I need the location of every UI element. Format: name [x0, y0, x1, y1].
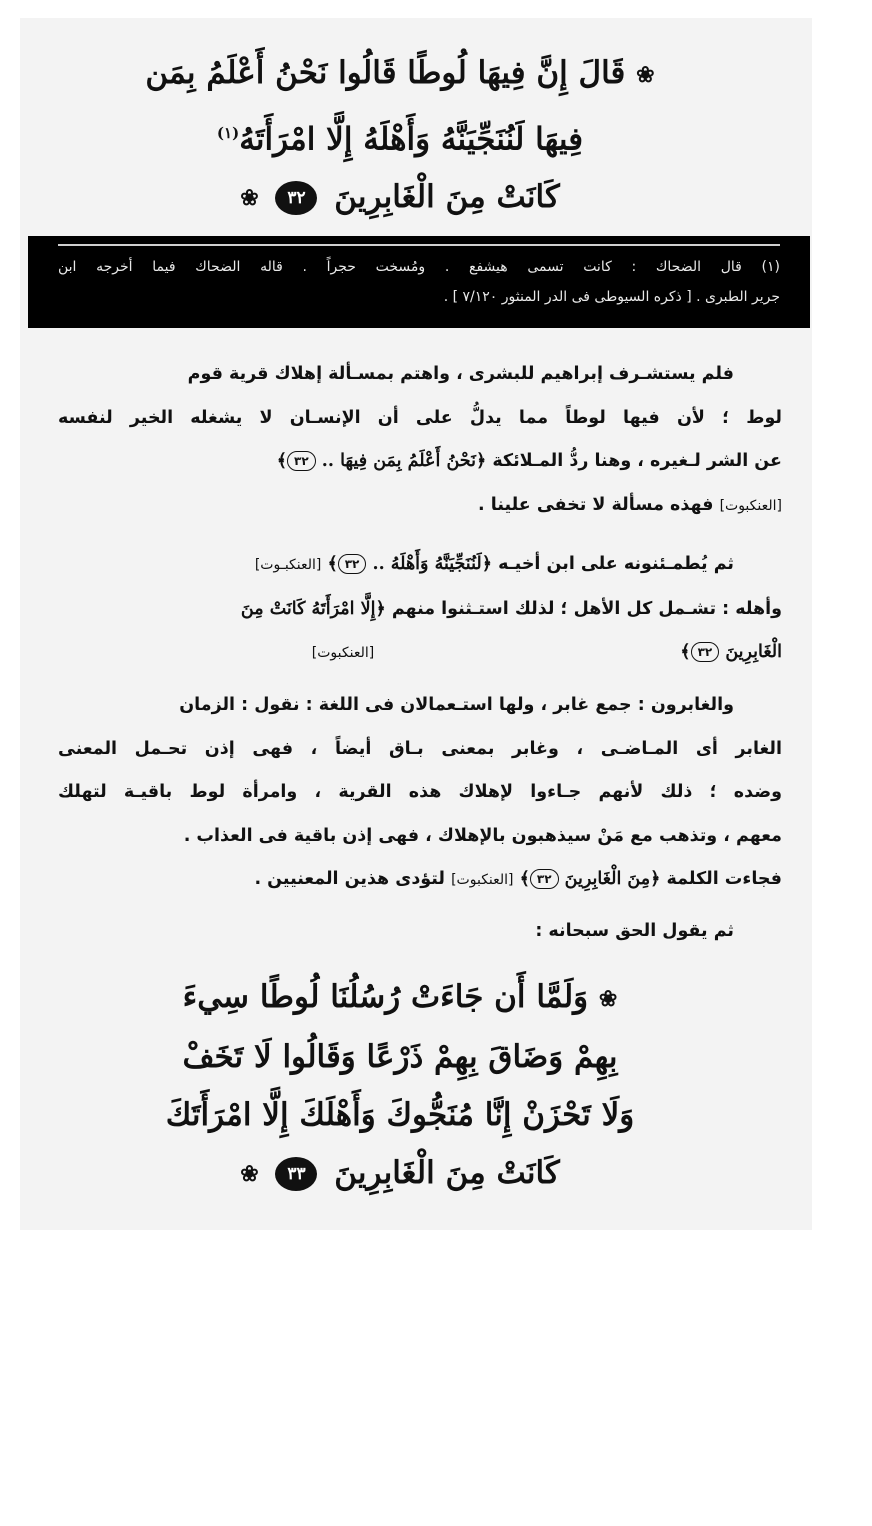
- quran-quote: لَنُنَجِّيَنَّهُ وَأَهْلَهُ ..: [372, 554, 482, 574]
- verse-intro: [58, 910, 782, 954]
- quran-quote: الْغَابِرِينَ: [725, 642, 782, 662]
- paragraph-line: ثم يُطمـئنونه على ابن أخيـه ﴿لَنُنَجِّيَنَّهُ وَأَهْلَهُ .. ٣٢﴾ [العنكبـوت]: [254, 554, 734, 574]
- footnote-reference: (١): [216, 123, 240, 142]
- paragraph-3: [58, 684, 782, 903]
- verse-ornament-icon: ❀: [636, 61, 655, 88]
- verse-33-block: [90, 968, 710, 1203]
- verse-32-block: [90, 44, 710, 227]
- surah-reference: [العنكبوت]: [719, 497, 782, 514]
- paragraph-line: وأهله : تشـمل كل الأهل ؛ لذلك استـثنوا منهم ﴿إِلَّا امْرَأَتَهُ كَانَتْ مِنَ: [240, 598, 782, 619]
- paragraph-2: [58, 543, 782, 676]
- verse-32-line-2: فِيهَا لَنُنَجِّيَنَّهُ وَأَهْلَهُ إِلَّا امْرَأَتَهُ$^{(١)}$: [216, 120, 584, 157]
- ayah-number-badge: ٣٢: [530, 869, 559, 889]
- verse-33-line-1: ❀ وَلَمَّا أَن جَاءَتْ رُسُلُنَا لُوطًا سِيءَ: [90, 968, 710, 1028]
- paragraph-line: الغابر أى المـاضـى ، وغابر بمعنى بـاق أيضاً ، فهى إذن تحـمل المعنى: [58, 738, 782, 759]
- ayah-number-badge: ٣٢: [287, 451, 316, 471]
- paragraph-line: وضده ؛ ذلك لأنهم جـاءوا لإهلاك هذه القرية ، وامرأة لوط باقيـة لتهلك: [58, 782, 782, 802]
- verse-32-line-3: كَانَتْ مِنَ الْغَابِرِينَ ٣٢ ❀: [90, 168, 710, 228]
- surah-reference: [العنكبوت]: [311, 645, 375, 661]
- quran-quote: مِنَ الْغَابِرِينَ: [564, 869, 651, 889]
- quran-quote: نَحْنُ أَعْلَمُ بِمَن فِيهَا ..: [321, 451, 476, 471]
- paragraph-line: [العنكبوت] فهذه مسألة لا تخفى علينا .: [478, 494, 782, 515]
- footnote-box: [28, 236, 810, 328]
- verse-33-line-2: بِهِمْ وَضَاقَ بِهِمْ ذَرْعًا وَقَالُوا لَا تَخَفْ: [182, 1038, 618, 1075]
- verse-ornament-icon: ❀: [240, 185, 259, 212]
- surah-reference: [العنكبـوت]: [254, 557, 322, 573]
- paragraph-line: الْغَابِرِينَ ٣٢﴾ [العنكبوت]: [311, 642, 782, 662]
- footnote-line-1: (١) قال الضحاك : كانت تسمى هيشفع . ومُسخت حجراً . قاله الضحاك فيما أخرجه ابن: [58, 259, 780, 275]
- verse-ornament-icon: ❀: [240, 1161, 259, 1187]
- paragraph-line: فلم يستشـرف إبراهيم للبشرى ، واهتم بمسـألة إهلاك قرية قوم: [187, 364, 734, 384]
- ayah-number-32: ٣٢: [275, 181, 317, 215]
- paragraph-line: والغابرون : جمع غابر ، ولها استـعمالان فى اللغة : نقول : الزمان: [179, 695, 734, 715]
- paragraph-line: لوط ؛ لأن فيها لوطاً مما يدلُّ على أن الإنسـان لا يشغله الخير لنفسه: [58, 407, 782, 428]
- footnote-divider: [58, 244, 780, 246]
- verse-ornament-icon: ❀: [598, 985, 618, 1012]
- ayah-number-33: ٣٣: [275, 1157, 317, 1191]
- paragraph-line: معهم ، وتذهب مع مَنْ سيذهبون بالإهلاك ، فهى إذن باقية فى العذاب .: [183, 825, 782, 846]
- paragraph-1: [58, 353, 782, 528]
- verse-33-line-4: كَانَتْ مِنَ الْغَابِرِينَ ٣٣ ❀: [90, 1144, 710, 1204]
- paragraph-line: عن الشر لـغيره ، وهنا ردُّ المـلائكة ﴿نَحْنُ أَعْلَمُ بِمَن فِيهَا .. ٣٢﴾: [276, 451, 782, 471]
- intro-text: ثم يقول الحق سبحانه :: [535, 921, 734, 941]
- ayah-number-badge: ٣٢: [691, 642, 720, 662]
- verse-32-line-1: ❀ قَالَ إِنَّ فِيهَا لُوطًا قَالُوا نَحْنُ أَعْلَمُ بِمَن: [90, 44, 710, 104]
- quran-quote: إِلَّا امْرَأَتَهُ كَانَتْ مِنَ: [240, 598, 376, 619]
- verse-33-line-3: وَلَا تَحْزَنْ إِنَّا مُنَجُّوكَ وَأَهْلَكَ إِلَّا امْرَأَتَكَ: [165, 1096, 635, 1133]
- ayah-number-badge: ٣٢: [338, 554, 367, 574]
- surah-reference: [العنكبوت]: [451, 872, 514, 888]
- paragraph-line: فجاءت الكلمة ﴿مِنَ الْغَابِرِينَ ٣٢﴾ [العنكبوت] لتؤدى هذين المعنيين .: [254, 869, 782, 889]
- footnote-line-2: جرير الطبرى . [ ذكره السيوطى فى الدر المنثور ٧/١٢٠ ] .: [443, 289, 780, 305]
